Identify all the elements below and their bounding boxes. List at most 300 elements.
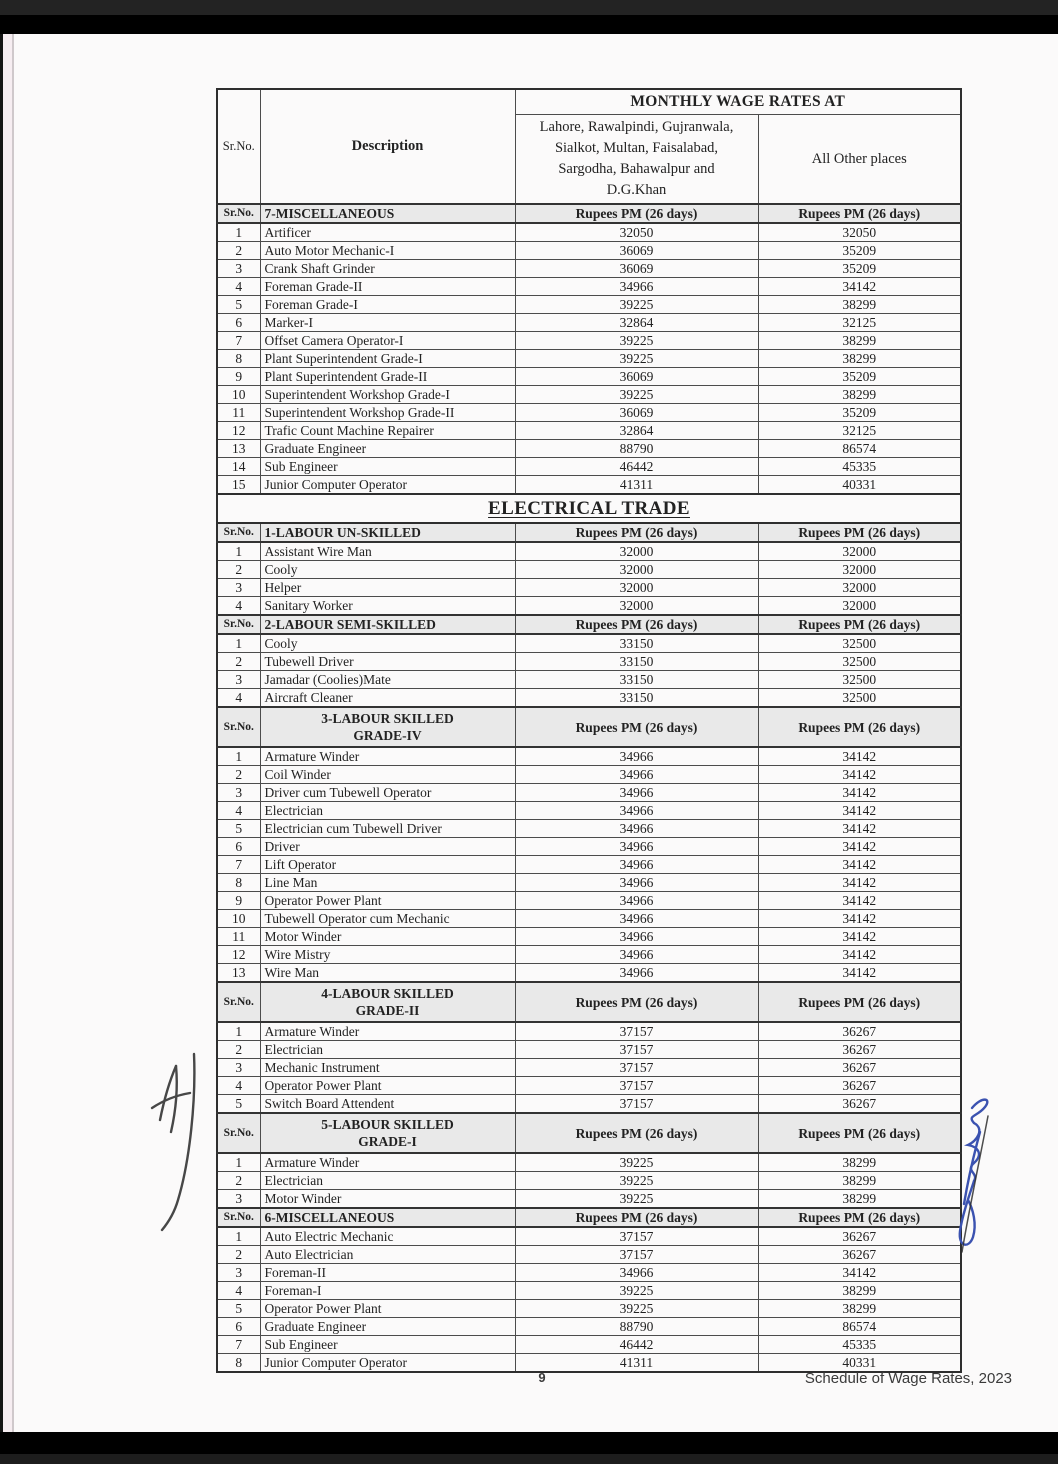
row-rate-region-b: 45335 [758,1336,961,1354]
footer-title: Schedule of Wage Rates, 2023 [804,1370,1012,1387]
row-description: Foreman Grade-I [260,296,515,314]
row-description: Lift Operator [260,856,515,874]
row-sr-no: 12 [217,946,260,964]
row-sr-no: 1 [217,542,260,561]
row-rate-region-a: 32000 [515,579,758,597]
row-rate-region-b: 34142 [758,946,961,964]
table-body [217,204,961,1372]
table-row [217,964,961,983]
row-rate-region-a: 41311 [515,476,758,495]
row-description: Marker-I [260,314,515,332]
row-rate-region-a: 39225 [515,1300,758,1318]
row-description: Wire Mistry [260,946,515,964]
section-title: 2-LABOUR SEMI-SKILLED [260,615,515,634]
row-sr-no: 8 [217,874,260,892]
row-description: Operator Power Plant [260,1077,515,1095]
row-rate-region-a: 33150 [515,689,758,708]
row-sr-no: 7 [217,1336,260,1354]
table-row [217,1318,961,1336]
row-rate-region-a: 39225 [515,296,758,314]
table-row [217,597,961,616]
row-rate-region-b: 38299 [758,1300,961,1318]
row-rate-region-a: 36069 [515,404,758,422]
row-description: Junior Computer Operator [260,1354,515,1373]
row-rate-region-a: 39225 [515,1282,758,1300]
row-rate-region-b: 32500 [758,689,961,708]
row-rate-region-a: 34966 [515,874,758,892]
row-sr-no: 3 [217,1264,260,1282]
row-description: Plant Superintendent Grade-II [260,368,515,386]
row-description: Assistant Wire Man [260,542,515,561]
table-row [217,1264,961,1282]
row-description: Electrician [260,802,515,820]
row-sr-no: 13 [217,964,260,983]
row-description: Driver [260,838,515,856]
table-row [217,350,961,368]
row-sr-no: 4 [217,1282,260,1300]
table-row [217,910,961,928]
table-row [217,671,961,689]
section-header-row [217,615,961,634]
row-description: Trafic Count Machine Repairer [260,422,515,440]
row-rate-region-b: 32000 [758,561,961,579]
table-row [217,404,961,422]
row-sr-no: 1 [217,747,260,766]
row-description: Sub Engineer [260,1336,515,1354]
table-row [217,838,961,856]
row-description: Coil Winder [260,766,515,784]
row-rate-region-a: 34966 [515,766,758,784]
row-rate-region-a: 32864 [515,314,758,332]
row-sr-no: 4 [217,1077,260,1095]
row-sr-no: 5 [217,296,260,314]
row-sr-no: 2 [217,1172,260,1190]
rate-label-region-a: Rupees PM (26 days) [515,204,758,223]
row-rate-region-a: 34966 [515,892,758,910]
header-region-other: All Other places [758,115,961,205]
table-row [217,1300,961,1318]
row-rate-region-a: 39225 [515,1190,758,1209]
row-sr-no: 9 [217,368,260,386]
row-rate-region-a: 36069 [515,242,758,260]
row-description: Operator Power Plant [260,892,515,910]
row-rate-region-b: 34142 [758,802,961,820]
row-rate-region-a: 34966 [515,784,758,802]
row-sr-no: 11 [217,404,260,422]
table-row [217,440,961,458]
row-description: Electrician [260,1172,515,1190]
table-row [217,458,961,476]
section-sr-label: Sr.No. [217,1113,260,1153]
section-title: 7-MISCELLANEOUS [260,204,515,223]
section-sr-label: Sr.No. [217,523,260,542]
row-sr-no: 13 [217,440,260,458]
table-row [217,747,961,766]
row-rate-region-b: 32500 [758,634,961,653]
row-rate-region-a: 39225 [515,332,758,350]
row-rate-region-b: 38299 [758,332,961,350]
table-row [217,296,961,314]
table-row [217,784,961,802]
row-rate-region-b: 32500 [758,653,961,671]
row-rate-region-b: 36267 [758,1095,961,1114]
row-rate-region-b: 38299 [758,350,961,368]
row-rate-region-b: 40331 [758,1354,961,1373]
row-description: Motor Winder [260,928,515,946]
row-rate-region-b: 34142 [758,964,961,983]
row-rate-region-a: 34966 [515,910,758,928]
row-rate-region-b: 45335 [758,458,961,476]
row-rate-region-b: 32000 [758,579,961,597]
row-sr-no: 10 [217,910,260,928]
row-sr-no: 6 [217,314,260,332]
row-description: Foreman Grade-II [260,278,515,296]
table-row [217,1153,961,1172]
row-description: Armature Winder [260,1153,515,1172]
rate-label-region-a: Rupees PM (26 days) [515,707,758,747]
row-sr-no: 5 [217,1095,260,1114]
row-description: Operator Power Plant [260,1300,515,1318]
row-rate-region-a: 34966 [515,964,758,983]
row-description: Motor Winder [260,1190,515,1209]
row-sr-no: 4 [217,802,260,820]
row-rate-region-a: 34966 [515,278,758,296]
section-header-row [217,1208,961,1227]
row-rate-region-a: 37157 [515,1246,758,1264]
row-sr-no: 14 [217,458,260,476]
rate-label-region-b: Rupees PM (26 days) [758,1113,961,1153]
section-sr-label: Sr.No. [217,204,260,223]
row-sr-no: 6 [217,838,260,856]
table-row [217,1282,961,1300]
row-sr-no: 3 [217,671,260,689]
row-sr-no: 2 [217,242,260,260]
row-rate-region-b: 34142 [758,820,961,838]
row-description: Sanitary Worker [260,597,515,616]
table-row [217,1041,961,1059]
row-rate-region-a: 39225 [515,350,758,368]
rate-label-region-a: Rupees PM (26 days) [515,982,758,1022]
table-row [217,1336,961,1354]
row-description: Driver cum Tubewell Operator [260,784,515,802]
table-row [217,1077,961,1095]
row-rate-region-b: 35209 [758,368,961,386]
scanned-page [0,34,1058,1432]
row-rate-region-a: 46442 [515,1336,758,1354]
row-description: Switch Board Attendent [260,1095,515,1114]
trade-banner-row [217,494,961,523]
row-rate-region-a: 34966 [515,856,758,874]
header-monthly-wage-rates: MONTHLY WAGE RATES AT [515,89,961,115]
row-rate-region-b: 36267 [758,1041,961,1059]
row-description: Auto Electrician [260,1246,515,1264]
row-description: Offset Camera Operator-I [260,332,515,350]
table-header [217,89,961,204]
table-row [217,332,961,350]
section-sr-label: Sr.No. [217,615,260,634]
row-rate-region-a: 33150 [515,653,758,671]
section-title: 6-MISCELLANEOUS [260,1208,515,1227]
row-sr-no: 2 [217,1041,260,1059]
row-description: Cooly [260,561,515,579]
table-row [217,946,961,964]
rate-label-region-a: Rupees PM (26 days) [515,1208,758,1227]
row-description: Armature Winder [260,747,515,766]
row-rate-region-a: 88790 [515,1318,758,1336]
table-row [217,802,961,820]
table-row [217,689,961,708]
row-rate-region-b: 34142 [758,766,961,784]
row-sr-no: 6 [217,1318,260,1336]
row-rate-region-b: 32500 [758,671,961,689]
row-rate-region-b: 34142 [758,856,961,874]
rate-label-region-b: Rupees PM (26 days) [758,204,961,223]
row-description: Graduate Engineer [260,1318,515,1336]
row-description: Wire Man [260,964,515,983]
rate-label-region-b: Rupees PM (26 days) [758,982,961,1022]
row-sr-no: 2 [217,561,260,579]
row-rate-region-b: 34142 [758,928,961,946]
header-description: Description [260,89,515,204]
row-sr-no: 7 [217,856,260,874]
row-description: Tubewell Driver [260,653,515,671]
row-rate-region-b: 36267 [758,1059,961,1077]
row-rate-region-b: 36267 [758,1227,961,1246]
row-sr-no: 2 [217,653,260,671]
row-description: Sub Engineer [260,458,515,476]
row-sr-no: 1 [217,634,260,653]
row-rate-region-b: 38299 [758,1282,961,1300]
row-rate-region-b: 38299 [758,1172,961,1190]
row-description: Aircraft Cleaner [260,689,515,708]
section-sr-label: Sr.No. [217,982,260,1022]
row-rate-region-a: 32000 [515,542,758,561]
table-row [217,1022,961,1041]
row-rate-region-b: 34142 [758,910,961,928]
row-sr-no: 3 [217,1190,260,1209]
table-row [217,856,961,874]
row-rate-region-b: 32125 [758,314,961,332]
row-sr-no: 4 [217,689,260,708]
table-row [217,634,961,653]
row-sr-no: 12 [217,422,260,440]
table-row [217,242,961,260]
rate-label-region-a: Rupees PM (26 days) [515,615,758,634]
row-rate-region-a: 34966 [515,928,758,946]
row-rate-region-b: 35209 [758,404,961,422]
row-rate-region-a: 34966 [515,820,758,838]
trade-banner-label: ELECTRICAL TRADE [488,497,690,519]
row-sr-no: 5 [217,1300,260,1318]
page-footer [0,1370,1058,1390]
row-rate-region-a: 39225 [515,1172,758,1190]
table-row [217,766,961,784]
table-row [217,1059,961,1077]
row-sr-no: 1 [217,1153,260,1172]
rate-label-region-b: Rupees PM (26 days) [758,523,961,542]
row-description: Electrician cum Tubewell Driver [260,820,515,838]
table-row [217,1227,961,1246]
section-header-row [217,707,961,747]
row-rate-region-a: 39225 [515,1153,758,1172]
row-rate-region-a: 36069 [515,368,758,386]
section-header-row [217,1113,961,1153]
row-rate-region-b: 34142 [758,784,961,802]
section-sr-label: Sr.No. [217,707,260,747]
row-description: Foreman-I [260,1282,515,1300]
scan-border-top [0,0,1058,34]
row-rate-region-a: 46442 [515,458,758,476]
row-rate-region-b: 34142 [758,1264,961,1282]
row-description: Armature Winder [260,1022,515,1041]
row-rate-region-a: 32000 [515,561,758,579]
row-rate-region-b: 36267 [758,1077,961,1095]
row-sr-no: 1 [217,1022,260,1041]
row-rate-region-a: 34966 [515,747,758,766]
row-rate-region-a: 37157 [515,1041,758,1059]
row-sr-no: 10 [217,386,260,404]
header-sr-no: Sr.No. [217,89,260,204]
table-row [217,476,961,495]
section-title: 5-LABOUR SKILLED GRADE-I [260,1113,515,1153]
row-description: Crank Shaft Grinder [260,260,515,278]
row-rate-region-b: 34142 [758,838,961,856]
trade-banner-cell [217,494,961,523]
row-rate-region-a: 37157 [515,1095,758,1114]
row-rate-region-a: 33150 [515,634,758,653]
row-description: Electrician [260,1041,515,1059]
rate-label-region-b: Rupees PM (26 days) [758,615,961,634]
row-sr-no: 5 [217,820,260,838]
row-rate-region-b: 34142 [758,892,961,910]
table-row [217,386,961,404]
table-row [217,314,961,332]
row-rate-region-a: 34966 [515,1264,758,1282]
row-rate-region-a: 88790 [515,440,758,458]
row-rate-region-b: 32000 [758,542,961,561]
row-rate-region-a: 41311 [515,1354,758,1373]
row-sr-no: 2 [217,766,260,784]
row-sr-no: 7 [217,332,260,350]
section-header-row [217,982,961,1022]
row-sr-no: 8 [217,350,260,368]
row-sr-no: 4 [217,597,260,616]
row-sr-no: 1 [217,223,260,242]
wage-rates-table [216,88,962,1373]
row-description: Superintendent Workshop Grade-I [260,386,515,404]
row-rate-region-b: 36267 [758,1022,961,1041]
table-row [217,874,961,892]
row-description: Mechanic Instrument [260,1059,515,1077]
table-row [217,1246,961,1264]
table-row [217,542,961,561]
rate-label-region-a: Rupees PM (26 days) [515,1113,758,1153]
row-rate-region-b: 38299 [758,1153,961,1172]
row-sr-no: 3 [217,784,260,802]
row-description: Superintendent Workshop Grade-II [260,404,515,422]
row-sr-no: 1 [217,1227,260,1246]
rate-label-region-b: Rupees PM (26 days) [758,707,961,747]
row-rate-region-b: 34142 [758,747,961,766]
row-rate-region-b: 32000 [758,597,961,616]
table-row [217,368,961,386]
row-sr-no: 3 [217,260,260,278]
rate-label-region-b: Rupees PM (26 days) [758,1208,961,1227]
row-rate-region-b: 86574 [758,440,961,458]
header-region-cities: Lahore, Rawalpindi, Gujranwala, Sialkot, Multan, Faisalabad, Sargodha, Bahawalpur and D.G.Khan [515,115,758,205]
table-row [217,1190,961,1209]
section-title: 3-LABOUR SKILLED GRADE-IV [260,707,515,747]
row-rate-region-a: 39225 [515,386,758,404]
row-description: Cooly [260,634,515,653]
table-row [217,653,961,671]
row-sr-no: 3 [217,1059,260,1077]
row-rate-region-a: 34966 [515,802,758,820]
row-rate-region-a: 37157 [515,1022,758,1041]
table-row [217,278,961,296]
row-rate-region-b: 32125 [758,422,961,440]
row-rate-region-a: 37157 [515,1059,758,1077]
section-sr-label: Sr.No. [217,1208,260,1227]
row-sr-no: 4 [217,278,260,296]
row-rate-region-a: 37157 [515,1077,758,1095]
row-rate-region-a: 32000 [515,597,758,616]
row-description: Graduate Engineer [260,440,515,458]
row-rate-region-a: 33150 [515,671,758,689]
section-title: 4-LABOUR SKILLED GRADE-II [260,982,515,1022]
row-description: Line Man [260,874,515,892]
row-description: Junior Computer Operator [260,476,515,495]
table-row [217,928,961,946]
table-row [217,422,961,440]
row-rate-region-b: 34142 [758,874,961,892]
row-rate-region-a: 32864 [515,422,758,440]
row-rate-region-b: 34142 [758,278,961,296]
table-row [217,223,961,242]
row-rate-region-b: 38299 [758,296,961,314]
row-rate-region-b: 38299 [758,386,961,404]
table-row [217,1172,961,1190]
table-row [217,260,961,278]
scan-edge-shadow [0,34,17,1432]
row-rate-region-b: 40331 [758,476,961,495]
section-header-row [217,523,961,542]
row-description: Tubewell Operator cum Mechanic [260,910,515,928]
row-description: Foreman-II [260,1264,515,1282]
row-rate-region-b: 38299 [758,1190,961,1209]
row-description: Artificer [260,223,515,242]
row-rate-region-b: 36267 [758,1246,961,1264]
row-sr-no: 3 [217,579,260,597]
row-rate-region-a: 37157 [515,1227,758,1246]
row-sr-no: 2 [217,1246,260,1264]
rate-label-region-a: Rupees PM (26 days) [515,523,758,542]
row-sr-no: 11 [217,928,260,946]
row-sr-no: 15 [217,476,260,495]
row-rate-region-a: 32050 [515,223,758,242]
scan-border-bottom [0,1432,1058,1464]
row-rate-region-b: 35209 [758,242,961,260]
row-description: Auto Electric Mechanic [260,1227,515,1246]
row-sr-no: 8 [217,1354,260,1373]
section-header-row [217,204,961,223]
table-row [217,1095,961,1114]
row-rate-region-a: 34966 [515,946,758,964]
row-sr-no: 9 [217,892,260,910]
row-description: Auto Motor Mechanic-I [260,242,515,260]
table-row [217,892,961,910]
row-rate-region-a: 34966 [515,838,758,856]
